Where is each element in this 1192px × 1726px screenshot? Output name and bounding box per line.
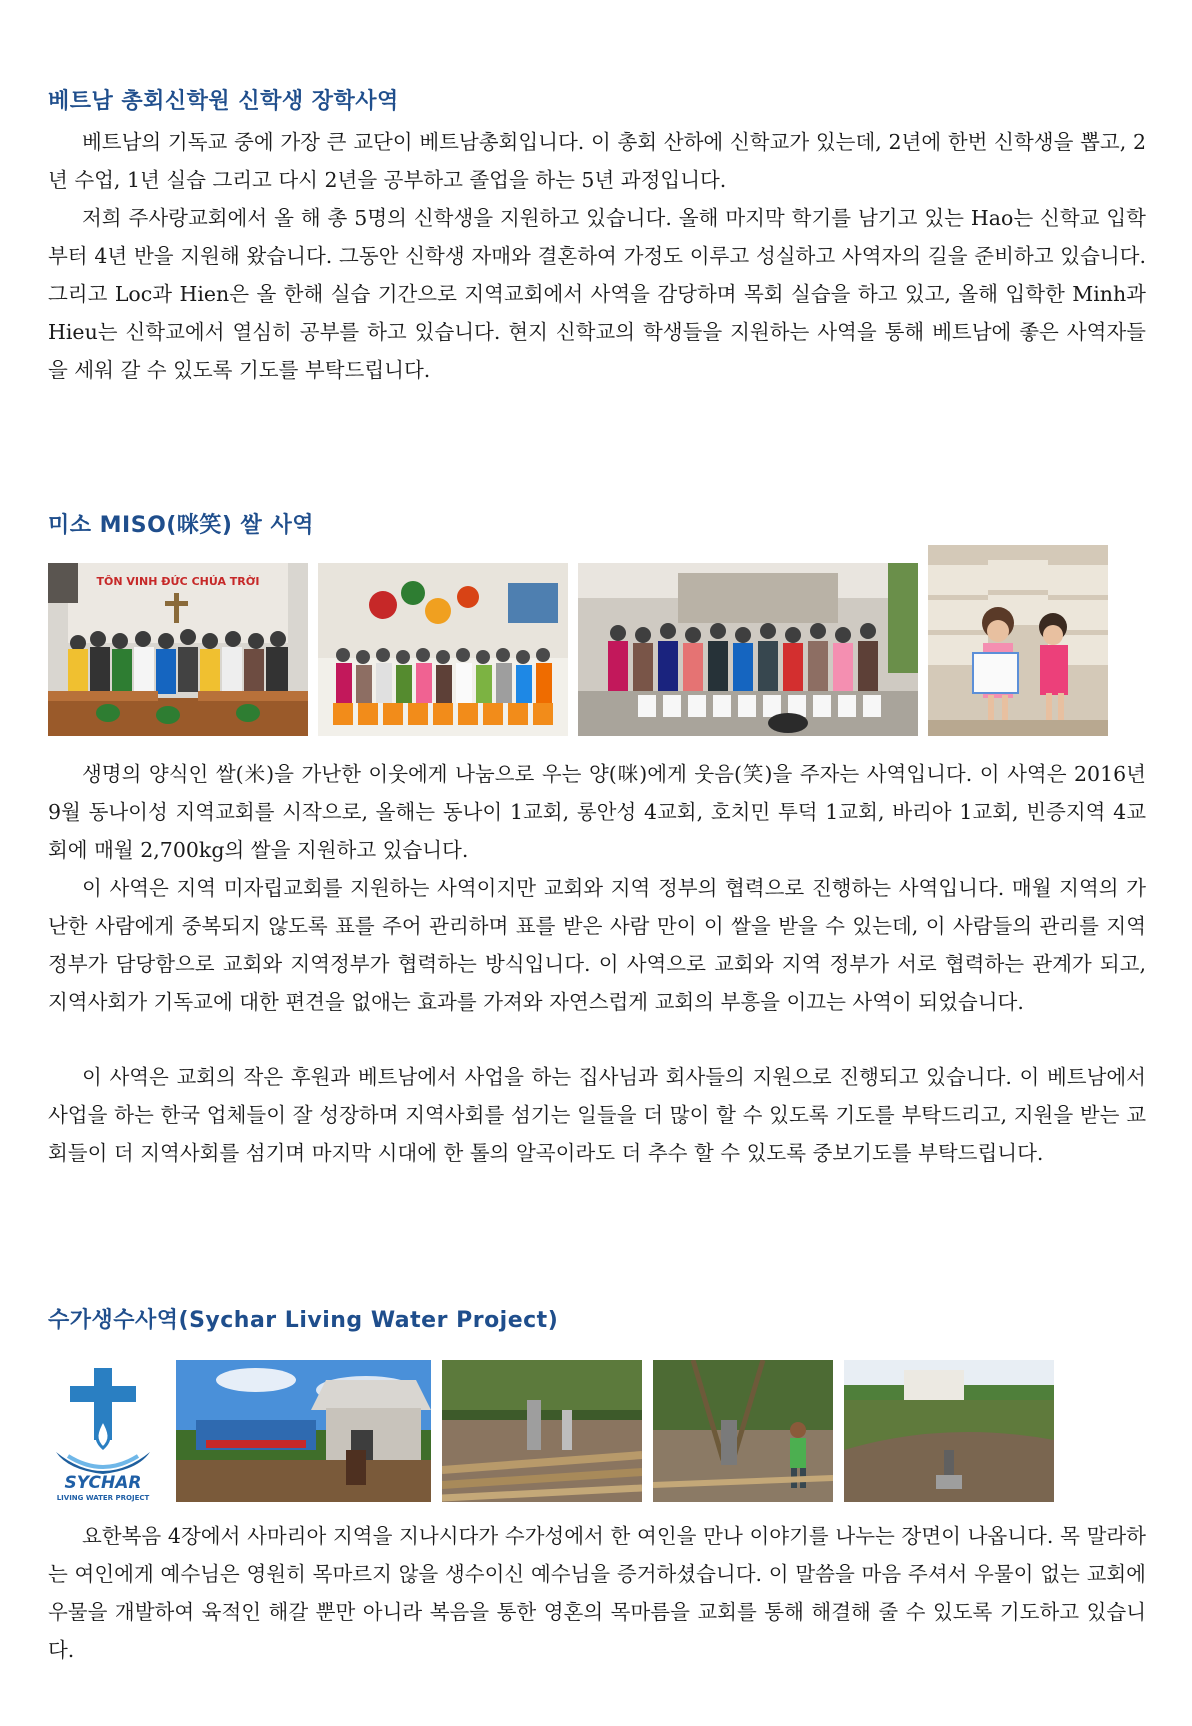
paragraph: 저희 주사랑교회에서 올 해 총 5명의 신학생을 지원하고 있습니다. 올해 마지막 학기를 남기고 있는 Hao는 신학교 입학부터 4년 반을 지원해 왔습니다. 그동안 신학생 자매와 결혼하여 가정도 이루고 성실하고 사역자의 길을 준비하고 있습니다. 그리고 Loc과 Hien은 올 한해 실습 기간으로 지역교회에서 사역을 감당하며 목회 실습을 하고 있고, 올해 입학한 Minh과 Hieu는 신학교에서 열심히 공부를 하고 있습니다. 현지 신학교의 학생들을 지원하는 사역을 통해 베트남에 좋은 사역자들을 세워 갈 수 있도록 기도를 부탁드립니다. [48,206,1146,382]
paragraph: 이 사역은 지역 미자립교회를 지원하는 사역이지만 교회와 지역 정부의 협력으로 진행하는 사역입니다. 매월 지역의 가난한 사람에게 중복되지 않도록 표를 주어 관리하며 표를 받은 사람 만이 이 쌀을 받을 수 있는데, 이 사람들의 관리를 지역 정부가 담당함으로 교회와 지역정부가 협력하는 방식입니다. 이 사역으로 교회와 지역 정부가 서로 협력하는 관계가 되고, 지역사회가 기독교에 대한 편견을 없애는 효과를 가져와 자연스럽게 교회의 부흥을 이끄는 사역이 되었습니다. [48,876,1146,1014]
sychar-logo-subtext: LIVING WATER PROJECT [56,1494,150,1502]
section-title-scholarship: 베트남 총회신학원 신학생 장학사역 [48,89,399,114]
paragraph: 요한복음 4장에서 사마리아 지역을 지나시다가 수가성에서 한 여인을 만나 이야기를 나누는 장면이 나옵니다. 목 말라하는 여인에게 예수님은 영원히 목마르지 않을 생수이신 예수님을 증거하셨습니다. 이 말씀을 마음 주셔서 우물이 없는 교회에 우물을 개발하여 육적인 해갈 뿐만 아니라 복음을 통한 영혼의 목마름을 교회를 통해 해결해 줄 수 있도록 기도하고 있습니다. [48,1524,1146,1662]
photo-completed-well [844,1360,1054,1502]
photo-well-drilling-worker [653,1360,833,1502]
sychar-logo [48,1360,158,1502]
section-title-sychar: 수가생수사역(Sychar Living Water Project) [48,1308,559,1333]
paragraph: 베트남의 기독교 중에 가장 큰 교단이 베트남총회입니다. 이 총회 산하에 신학교가 있는데, 2년에 한번 신학생을 뽑고, 2년 수업, 1년 실습 그리고 다시 2년을 공부하고 졸업을 하는 5년 과정입니다. [48,130,1146,192]
sychar-logo-text: SYCHAR [64,1473,142,1493]
paragraph: 생명의 양식인 쌀(米)을 가난한 이웃에게 나눔으로 우는 양(咪)에게 웃음(笑)을 주자는 사역입니다. 이 사역은 2016년 9월 동나이성 지역교회를 시작으로, 올해는 동나이 1교회, 롱안성 4교회, 호치민 투덕 1교회, 바리아 1교회, 빈증지역 4교회에 매월 2,700kg의 쌀을 지원하고 있습니다. [48,762,1146,862]
photo-rice-distribution-outdoor [578,563,918,736]
photo-rice-distribution-hall [318,563,568,736]
section-title-miso: 미소 MISO(咪笑) 쌀 사역 [48,513,314,538]
photo-church-group [48,563,308,736]
photo-well-drilling-pipes [442,1360,642,1502]
photo-children-with-rice [928,545,1108,736]
paragraph: 이 사역은 교회의 작은 후원과 베트남에서 사업을 하는 집사님과 회사들의 지원으로 진행되고 있습니다. 이 베트남에서 사업을 하는 한국 업체들이 잘 성장하며 지역사회를 섬기는 일들을 더 많이 할 수 있도록 기도를 부탁드리고, 지원을 받는 교회들이 더 지역사회를 섬기며 마지막 시대에 한 톨의 알곡이라도 더 추수 할 수 있도록 중보기도를 부탁드립니다. [48,1065,1146,1165]
photo-rural-house [176,1360,431,1502]
church-banner-text: TÔN VINH ĐỨC CHÚA TRỜI [96,575,260,588]
